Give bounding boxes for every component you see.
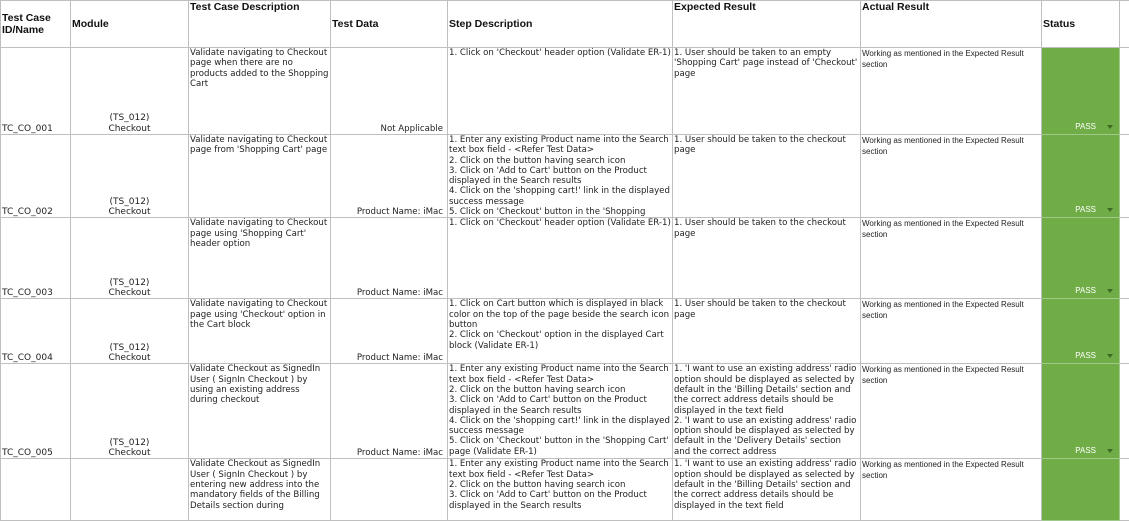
- header-status[interactable]: Status: [1042, 1, 1120, 48]
- table-row: [1, 218, 1129, 299]
- test-data-cell[interactable]: Product Name: iMac: [331, 364, 448, 459]
- header-step-description[interactable]: Step Description: [448, 1, 673, 48]
- dropdown-arrow-icon[interactable]: [1107, 449, 1113, 453]
- status-value: PASS: [1043, 204, 1118, 215]
- status-value: PASS: [1043, 121, 1118, 132]
- expected-result-cell[interactable]: 1. User should be taken to the checkout page: [673, 135, 861, 218]
- description-cell[interactable]: Validate navigating to Checkout page using 'Checkout' option in the Cart block: [189, 299, 331, 364]
- extra-cell[interactable]: [1120, 135, 1129, 218]
- test-case-id-cell[interactable]: TC_CO_005: [1, 364, 71, 459]
- header-actual-result[interactable]: Actual Result: [861, 1, 1042, 48]
- extra-cell[interactable]: [1120, 48, 1129, 135]
- dropdown-arrow-icon[interactable]: [1107, 289, 1113, 293]
- module-cell[interactable]: (TS_012) Checkout: [71, 218, 189, 299]
- module-cell[interactable]: (TS_012) Checkout: [71, 299, 189, 364]
- header-row: [1, 1, 1129, 48]
- status-cell[interactable]: [1042, 459, 1120, 521]
- step-description-cell[interactable]: 1. Click on Cart button which is displayed in black color on the top of the page beside the search icon button 2. Click on 'Checkout' option in the displayed Cart block (Validate ER-1): [448, 299, 673, 364]
- test-case-id-cell[interactable]: TC_CO_001: [1, 48, 71, 135]
- step-description-cell[interactable]: 1. Enter any existing Product name into the Search text box field - <Refer Test Data> 2. Click on the button having search icon 3. Click on 'Add to Cart' button on the Product displayed in the Search results 4. Click on the 'shopping cart!' link in the displayed success message 5. Click on 'Checkout' button in the 'Shopping: [448, 135, 673, 218]
- extra-cell[interactable]: [1120, 364, 1129, 459]
- status-cell[interactable]: [1042, 299, 1120, 364]
- actual-result-cell[interactable]: Working as mentioned in the Expected Result section: [861, 364, 1042, 459]
- status-value: PASS: [1043, 285, 1118, 296]
- status-value: PASS: [1043, 350, 1118, 361]
- test-case-id-cell[interactable]: [1, 459, 71, 521]
- header-module[interactable]: Module: [71, 1, 189, 48]
- module-cell[interactable]: [71, 459, 189, 521]
- status-value: PASS: [1043, 445, 1118, 456]
- description-cell[interactable]: Validate navigating to Checkout page when there are no products added to the Shopping Cart: [189, 48, 331, 135]
- extra-cell[interactable]: [1120, 459, 1129, 521]
- actual-result-cell[interactable]: Working as mentioned in the Expected Result section: [861, 218, 1042, 299]
- table-row: [1, 299, 1129, 364]
- test-data-cell[interactable]: [331, 459, 448, 521]
- status-cell[interactable]: [1042, 364, 1120, 459]
- step-description-cell[interactable]: 1. Enter any existing Product name into the Search text box field - <Refer Test Data> 2. Click on the button having search icon 3. Click on 'Add to Cart' button on the Product displayed in the Search results: [448, 459, 673, 521]
- step-description-cell[interactable]: 1. Click on 'Checkout' header option (Validate ER-1): [448, 218, 673, 299]
- actual-result-cell[interactable]: Working as mentioned in the Expected Result section: [861, 299, 1042, 364]
- header-test-data[interactable]: Test Data: [331, 1, 448, 48]
- step-description-cell[interactable]: 1. Click on 'Checkout' header option (Validate ER-1): [448, 48, 673, 135]
- dropdown-arrow-icon[interactable]: [1107, 125, 1113, 129]
- expected-result-cell[interactable]: 1. User should be taken to the checkout page: [673, 299, 861, 364]
- module-cell[interactable]: (TS_012) Checkout: [71, 364, 189, 459]
- expected-result-cell[interactable]: 1. 'I want to use an existing address' radio option should be displayed as selected by default in the 'Billing Details' section and the correct address details should be displayed in the text field: [673, 459, 861, 521]
- header-description[interactable]: Test Case Description: [189, 1, 331, 48]
- description-cell[interactable]: Validate navigating to Checkout page from 'Shopping Cart' page: [189, 135, 331, 218]
- header-id[interactable]: Test Case ID/Name: [1, 1, 71, 48]
- header-expected-result[interactable]: Expected Result: [673, 1, 861, 48]
- extra-cell[interactable]: [1120, 218, 1129, 299]
- step-description-cell[interactable]: 1. Enter any existing Product name into the Search text box field - <Refer Test Data> 2. Click on the button having search icon 3. Click on 'Add to Cart' button on the Product displayed in the Search results 4. Click on the 'shopping cart!' link in the displayed success message 5. Click on 'Checkout' button in the 'Shopping Cart' page (Validate ER-1): [448, 364, 673, 459]
- description-cell[interactable]: Validate Checkout as SignedIn User ( SignIn Checkout ) by using an existing address during checkout: [189, 364, 331, 459]
- test-case-id-cell[interactable]: TC_CO_002: [1, 135, 71, 218]
- dropdown-arrow-icon[interactable]: [1107, 208, 1113, 212]
- table-row: [1, 459, 1129, 521]
- test-data-cell[interactable]: Product Name: iMac: [331, 218, 448, 299]
- extra-cell[interactable]: [1120, 299, 1129, 364]
- test-data-cell[interactable]: Not Applicable: [331, 48, 448, 135]
- description-cell[interactable]: Validate Checkout as SignedIn User ( SignIn Checkout ) by entering new address into the mandatory fields of the Billing Details section during: [189, 459, 331, 521]
- test-data-cell[interactable]: Product Name: iMac: [331, 135, 448, 218]
- status-cell[interactable]: [1042, 48, 1120, 135]
- dropdown-arrow-icon[interactable]: [1107, 354, 1113, 358]
- expected-result-cell[interactable]: 1. User should be taken to the checkout page: [673, 218, 861, 299]
- actual-result-cell[interactable]: Working as mentioned in the Expected Result section: [861, 135, 1042, 218]
- expected-result-cell[interactable]: 1. 'I want to use an existing address' radio option should be displayed as selected by default in the 'Billing Details' section and the correct address details should be displayed in the text field 2. 'I want to use an existing address' radio option should be displayed as selected by default in the 'Delivery Details' section and the correct address: [673, 364, 861, 459]
- test-case-id-cell[interactable]: TC_CO_003: [1, 218, 71, 299]
- table-row: [1, 135, 1129, 218]
- table-row: [1, 48, 1129, 135]
- table-row: [1, 364, 1129, 459]
- expected-result-cell[interactable]: 1. User should be taken to an empty 'Shopping Cart' page instead of 'Checkout' page: [673, 48, 861, 135]
- module-cell[interactable]: (TS_012) Checkout: [71, 135, 189, 218]
- header-extra-column[interactable]: [1120, 1, 1129, 48]
- test-data-cell[interactable]: Product Name: iMac: [331, 299, 448, 364]
- status-cell[interactable]: [1042, 218, 1120, 299]
- actual-result-cell[interactable]: Working as mentioned in the Expected Result section: [861, 459, 1042, 521]
- actual-result-cell[interactable]: Working as mentioned in the Expected Result section: [861, 48, 1042, 135]
- module-cell[interactable]: (TS_012) Checkout: [71, 48, 189, 135]
- description-cell[interactable]: Validate navigating to Checkout page using 'Shopping Cart' header option: [189, 218, 331, 299]
- status-cell[interactable]: [1042, 135, 1120, 218]
- test-case-id-cell[interactable]: TC_CO_004: [1, 299, 71, 364]
